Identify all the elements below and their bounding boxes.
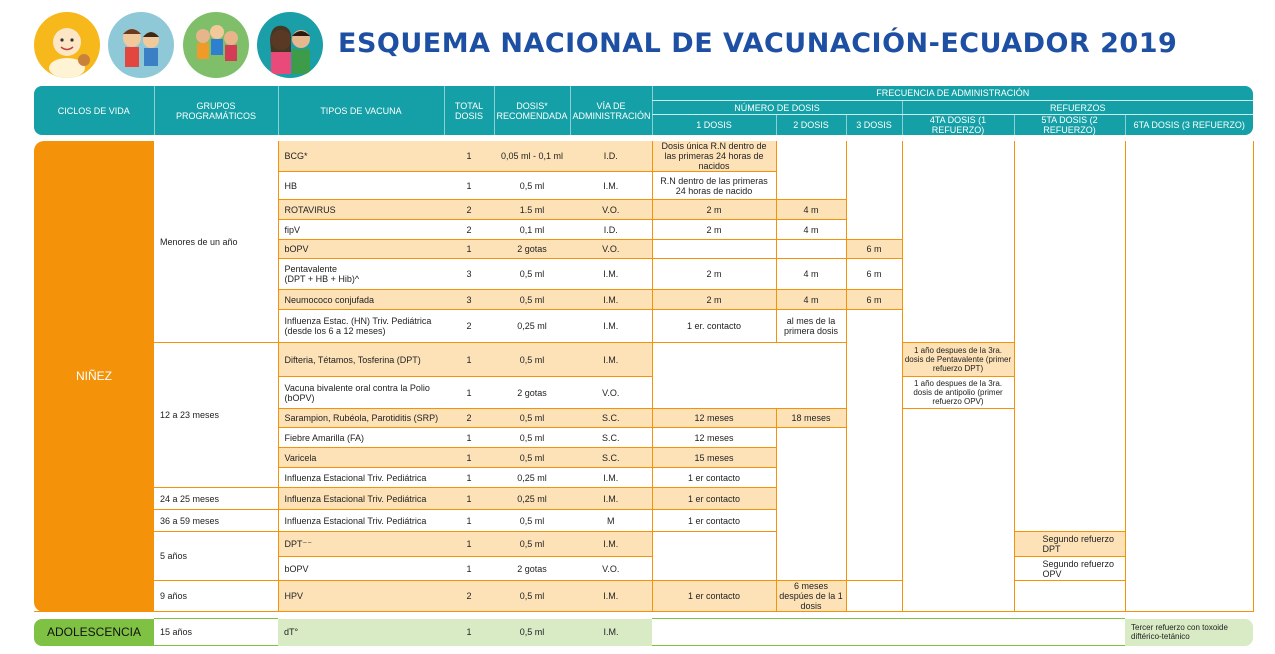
vaccine-name bbox=[278, 259, 444, 290]
dosis-recomendada: 0,25 ml bbox=[494, 488, 570, 510]
total-dosis: 2 bbox=[444, 220, 494, 240]
vaccine-name: fipV bbox=[278, 220, 444, 240]
dosis-recomendada: 0,5 ml bbox=[494, 581, 570, 612]
vaccine-name: DPT⁻⁻ bbox=[278, 532, 444, 557]
dose-3-empty bbox=[846, 141, 902, 240]
dose-5: Segundo refuerzo DPT bbox=[1014, 532, 1125, 557]
via-administracion: I.M. bbox=[570, 172, 652, 200]
vaccine-name-line1: Pentavalente bbox=[284, 264, 338, 274]
dosis-recomendada: 0,5 ml bbox=[494, 532, 570, 557]
dosis-recomendada: 0,5 ml bbox=[494, 448, 570, 468]
dose-3: 6 m bbox=[846, 290, 902, 310]
total-dosis: 1 bbox=[444, 510, 494, 532]
total-dosis: 3 bbox=[444, 290, 494, 310]
vaccine-name: Fiebre Amarilla (FA) bbox=[278, 428, 444, 448]
dosis-recomendada: 0,25 ml bbox=[494, 310, 570, 343]
vaccine-name: HB bbox=[278, 172, 444, 200]
via-administracion: I.M. bbox=[570, 532, 652, 557]
dose-1: 2 m bbox=[652, 220, 776, 240]
total-dosis: 1 bbox=[444, 619, 494, 646]
total-dosis: 2 bbox=[444, 200, 494, 220]
dose-1: 15 meses bbox=[652, 448, 776, 468]
vaccine-name: Varicela bbox=[278, 448, 444, 468]
teens-illustration bbox=[257, 12, 323, 78]
dosis-recomendada: 0,5 ml bbox=[494, 619, 570, 646]
group-9-anos: 9 años bbox=[154, 581, 278, 612]
col-header-d4: 4TA DOSIS (1 REFUERZO) bbox=[902, 115, 1014, 136]
total-dosis: 1 bbox=[444, 532, 494, 557]
total-dosis: 2 bbox=[444, 409, 494, 428]
group-36-59-meses: 36 a 59 meses bbox=[154, 510, 278, 532]
col-header-d5: 5TA DOSIS (2 REFUERZO) bbox=[1014, 115, 1125, 136]
col-header-dosis: DOSIS* RECOMENDADA bbox=[494, 86, 570, 135]
col-header-d6: 6TA DOSIS (3 REFUERZO) bbox=[1125, 115, 1253, 136]
group-24-25-meses: 24 a 25 meses bbox=[154, 488, 278, 510]
dosis-recomendada: 0,5 ml bbox=[494, 510, 570, 532]
total-dosis: 1 bbox=[444, 557, 494, 581]
dose-2: 4 m bbox=[776, 290, 846, 310]
col-header-tipos: TIPOS DE VACUNA bbox=[278, 86, 444, 135]
vaccine-name: ROTAVIRUS bbox=[278, 200, 444, 220]
vaccine-name-line2: (DPT + HB + Hib)^ bbox=[284, 274, 360, 284]
dose-5: Segundo refuerzo OPV bbox=[1014, 557, 1125, 581]
vaccine-name: Influenza Estacional Triv. Pediátrica bbox=[278, 488, 444, 510]
col-header-numero: NÚMERO DE DOSIS bbox=[652, 101, 902, 115]
total-dosis: 1 bbox=[444, 343, 494, 377]
dosis-recomendada: 0,05 ml - 0,1 ml bbox=[494, 141, 570, 172]
dose-1: 2 m bbox=[652, 200, 776, 220]
dosis-recomendada: 0,5 ml bbox=[494, 343, 570, 377]
dose-2: 4 m bbox=[776, 259, 846, 290]
group-12-23-meses: 12 a 23 meses bbox=[154, 343, 278, 488]
total-dosis: 1 bbox=[444, 172, 494, 200]
col-header-frecuencia: FRECUENCIA DE ADMINISTRACIÓN bbox=[652, 86, 1253, 101]
dose-1: 1 er contacto bbox=[652, 488, 776, 510]
dose-2: 4 m bbox=[776, 200, 846, 220]
via-administracion: I.M. bbox=[570, 619, 652, 646]
via-administracion: V.O. bbox=[570, 557, 652, 581]
cycle-ninez: NIÑEZ bbox=[34, 141, 154, 612]
dosis-recomendada: 2 gotas bbox=[494, 557, 570, 581]
dose-3-empty bbox=[846, 581, 902, 612]
col-header-grupos: GRUPOS PROGRAMÁTICOS bbox=[154, 86, 278, 135]
col-header-d2: 2 DOSIS bbox=[776, 115, 846, 136]
via-administracion: S.C. bbox=[570, 428, 652, 448]
via-administracion: I.M. bbox=[570, 343, 652, 377]
kids-playing-illustration bbox=[183, 12, 249, 78]
vaccine-name: bOPV bbox=[278, 240, 444, 259]
via-administracion: V.O. bbox=[570, 240, 652, 259]
dose-2-empty bbox=[776, 428, 846, 581]
dosis-recomendada: 0,25 ml bbox=[494, 468, 570, 488]
vaccine-name: Vacuna bivalente oral contra la Polio (bOPV) bbox=[278, 377, 444, 409]
via-administracion: S.C. bbox=[570, 409, 652, 428]
dosis-recomendada: 0,5 ml bbox=[494, 290, 570, 310]
dose-1-empty bbox=[652, 532, 776, 581]
dosis-recomendada: 2 gotas bbox=[494, 377, 570, 409]
col-header-total: TOTAL DOSIS bbox=[444, 86, 494, 135]
dose-1: 2 m bbox=[652, 259, 776, 290]
dose-4: 1 año despues de la 3ra. dosis de antipolio (primer refuerzo OPV) bbox=[902, 377, 1014, 409]
group-menores-un-ano: Menores de un año bbox=[154, 141, 278, 343]
via-administracion: V.O. bbox=[570, 377, 652, 409]
vaccine-name: HPV bbox=[278, 581, 444, 612]
dose-4: 1 año despues de la 3ra. dosis de Pentavalente (primer refuerzo DPT) bbox=[902, 343, 1014, 377]
col-header-d3: 3 DOSIS bbox=[846, 115, 902, 136]
via-administracion: I.M. bbox=[570, 581, 652, 612]
vaccine-name: dT° bbox=[278, 619, 444, 646]
col-header-ciclos: CICLOS DE VIDA bbox=[34, 86, 154, 135]
group-5-anos: 5 años bbox=[154, 532, 278, 581]
total-dosis: 2 bbox=[444, 310, 494, 343]
page-title: ESQUEMA NACIONAL DE VACUNACIÓN-ECUADOR 2019 bbox=[338, 28, 1178, 59]
col-header-d1: 1 DOSIS bbox=[652, 115, 776, 136]
vaccine-name: Influenza Estac. (HN) Triv. Pediátrica (desde los 6 a 12 meses) bbox=[278, 310, 444, 343]
dose-2: 18 meses bbox=[776, 409, 846, 428]
via-administracion: I.M. bbox=[570, 259, 652, 290]
total-dosis: 1 bbox=[444, 448, 494, 468]
dose-1: 1 er contacto bbox=[652, 581, 776, 612]
total-dosis: 1 bbox=[444, 240, 494, 259]
vaccine-name: Difteria, Tétamos, Tosferina (DPT) bbox=[278, 343, 444, 377]
via-administracion: I.M. bbox=[570, 310, 652, 343]
vaccination-schedule-table bbox=[34, 86, 1254, 646]
dose-1: 2 m bbox=[652, 290, 776, 310]
via-administracion: V.O. bbox=[570, 200, 652, 220]
total-dosis: 1 bbox=[444, 141, 494, 172]
via-administracion: I.M. bbox=[570, 488, 652, 510]
dose-1: 1 er contacto bbox=[652, 468, 776, 488]
total-dosis: 1 bbox=[444, 488, 494, 510]
total-dosis: 1 bbox=[444, 468, 494, 488]
cycle-adolescencia: ADOLESCENCIA bbox=[34, 619, 154, 646]
dosis-recomendada: 0,5 ml bbox=[494, 428, 570, 448]
total-dosis: 2 bbox=[444, 581, 494, 612]
dose-1: 12 meses bbox=[652, 428, 776, 448]
dose-1-empty bbox=[652, 240, 776, 259]
via-administracion: S.C. bbox=[570, 448, 652, 468]
via-administracion: I.M. bbox=[570, 290, 652, 310]
total-dosis: 1 bbox=[444, 377, 494, 409]
dose-1-2-empty bbox=[652, 343, 846, 409]
dosis-recomendada: 1.5 ml bbox=[494, 200, 570, 220]
header-banner bbox=[34, 10, 1178, 80]
via-administracion: I.D. bbox=[570, 220, 652, 240]
dose-2-empty bbox=[776, 141, 846, 200]
dose-3: 6 m bbox=[846, 259, 902, 290]
dose-2: 6 meses despúes de la 1 dosis bbox=[776, 581, 846, 612]
dose-1: R.N dentro de las primeras 24 horas de nacido bbox=[652, 172, 776, 200]
vaccine-name: Sarampion, Rubéola, Parotiditis (SRP) bbox=[278, 409, 444, 428]
dose-1: 1 er contacto bbox=[652, 510, 776, 532]
dose-2-empty bbox=[776, 240, 846, 259]
via-administracion: I.D. bbox=[570, 141, 652, 172]
col-header-refuerzos: REFUERZOS bbox=[902, 101, 1253, 115]
dosis-recomendada: 0,1 ml bbox=[494, 220, 570, 240]
group-15-anos: 15 años bbox=[154, 619, 278, 646]
dose-1: Dosis única R.N dentro de las primeras 24 horas de nacidos bbox=[652, 141, 776, 172]
dosis-recomendada: 2 gotas bbox=[494, 240, 570, 259]
dose-5-empty bbox=[1014, 141, 1125, 532]
dose-2: 4 m bbox=[776, 220, 846, 240]
dose-6: Tercer refuerzo con toxoide diftérico-tetánico bbox=[1125, 619, 1253, 646]
dose-3-empty bbox=[846, 310, 902, 581]
dosis-recomendada: 0,5 ml bbox=[494, 409, 570, 428]
dose-2: al mes de la primera dosis bbox=[776, 310, 846, 343]
via-administracion: M bbox=[570, 510, 652, 532]
dose-4-empty bbox=[902, 141, 1014, 343]
vaccine-name: BCG* bbox=[278, 141, 444, 172]
dosis-recomendada: 0,5 ml bbox=[494, 172, 570, 200]
vaccine-name: Influenza Estacional Triv. Pediátrica bbox=[278, 510, 444, 532]
col-header-via: VÍA DE ADMINISTRACIÓN bbox=[570, 86, 652, 135]
vaccine-name: Neumococo conjufada bbox=[278, 290, 444, 310]
dose-3: 6 m bbox=[846, 240, 902, 259]
dosis-recomendada: 0,5 ml bbox=[494, 259, 570, 290]
total-dosis: 1 bbox=[444, 428, 494, 448]
vaccine-name: Influenza Estacional Triv. Pediátrica bbox=[278, 468, 444, 488]
dose-4-empty bbox=[902, 409, 1014, 612]
dose-4-empty bbox=[1014, 581, 1125, 612]
dose-1: 1 er. contacto bbox=[652, 310, 776, 343]
children-illustration bbox=[108, 12, 174, 78]
adol-empty-doses bbox=[652, 619, 1125, 646]
dose-1: 12 meses bbox=[652, 409, 776, 428]
vaccine-name: bOPV bbox=[278, 557, 444, 581]
total-dosis: 3 bbox=[444, 259, 494, 290]
dose-6-empty bbox=[1125, 141, 1253, 612]
via-administracion: I.M. bbox=[570, 468, 652, 488]
baby-illustration bbox=[34, 12, 100, 78]
